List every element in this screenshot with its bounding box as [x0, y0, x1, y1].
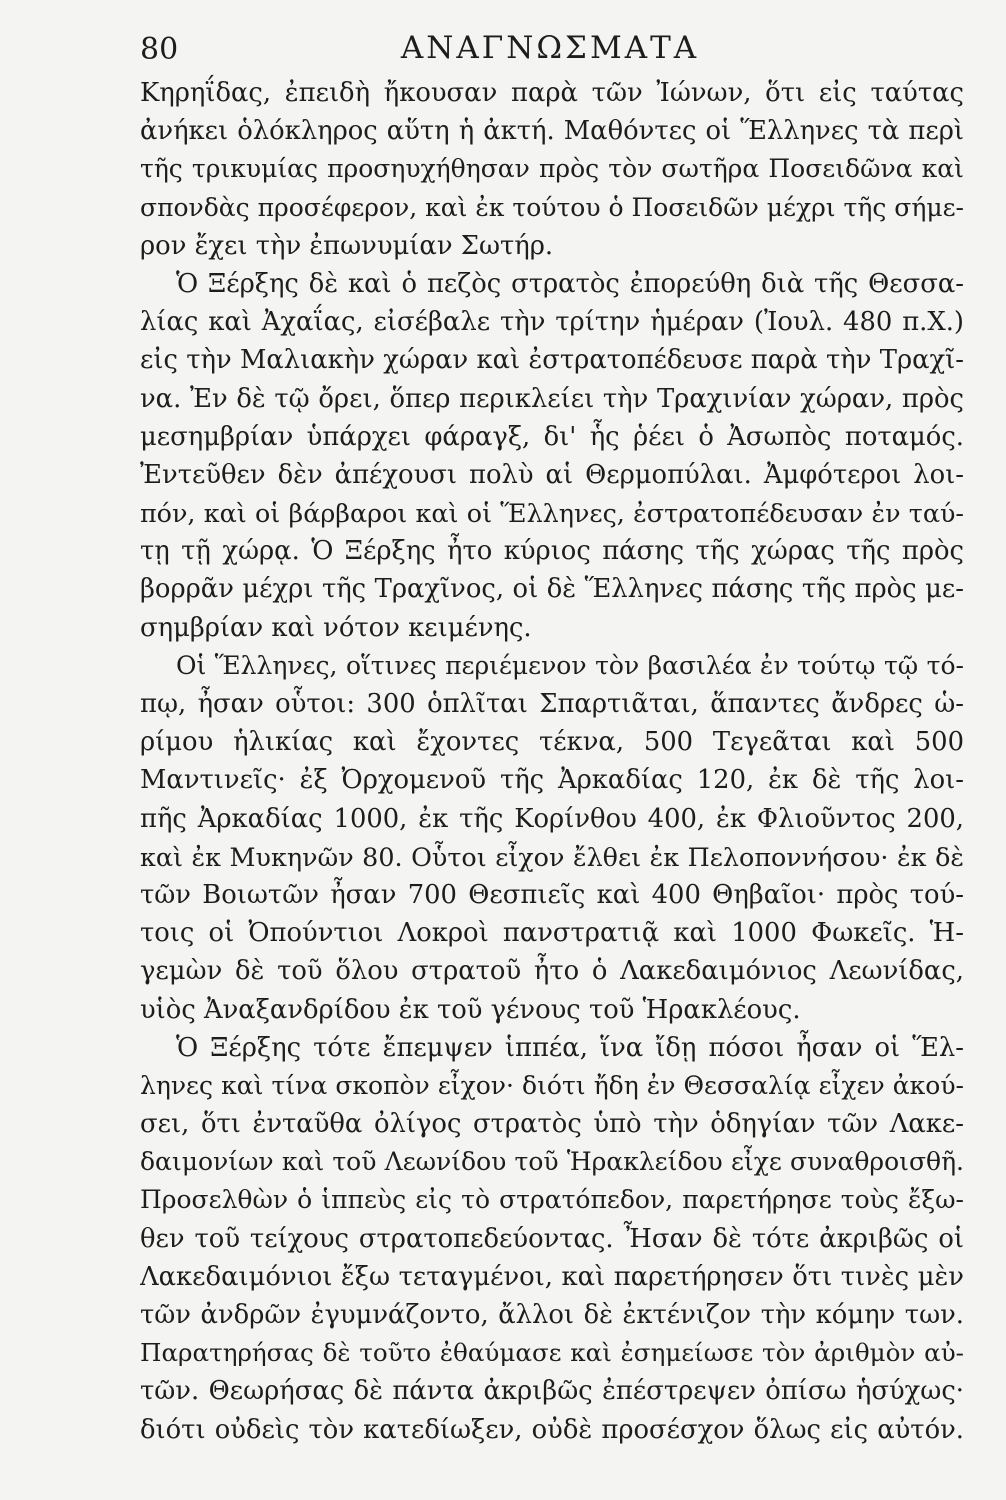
text-line: πῳ, ἦσαν οὗτοι: 300 ὁπλῖται Σπαρτιᾶται, ἅπαντες ἄνδρες ὡ-: [140, 689, 964, 719]
text-line: δαιμονίων καὶ τοῦ Λεωνίδου τοῦ Ἡρακλείδου εἶχε συναθροισθῆ.: [140, 1147, 964, 1177]
text-line: τῆς τρικυμίας προσηυχήθησαν πρὸς τὸν σωτῆρα Ποσειδῶνα καὶ: [140, 154, 964, 184]
body-text: [140, 74, 964, 1449]
text-line: Ὁ Ξέρξης δὲ καὶ ὁ πεζὸς στρατὸς ἐπορεύθη διὰ τῆς Θεσσα-: [176, 268, 964, 299]
text-line: τῶν ἀνδρῶν ἐγυμνάζοντο, ἄλλοι δὲ ἐκτένιζον τὴν κόμην των.: [140, 1300, 964, 1330]
text-line: θεν τοῦ τείχους στρατοπεδεύοντας. Ἦσαν δὲ τότε ἀκριβῶς οἱ: [140, 1223, 964, 1254]
text-line: ρον ἔχει τὴν ἐπωνυμίαν Σωτήρ.: [140, 230, 554, 261]
text-line: Λακεδαιμόνιοι ἔξω τεταγμένοι, καὶ παρετήρησεν ὅτι τινὲς μὲν: [140, 1261, 964, 1292]
text-line: καὶ ἐκ Μυκηνῶν 80. Οὗτοι εἶχον ἔλθει ἐκ Πελοποννήσου· ἐκ δὲ: [140, 841, 964, 872]
text-line: Οἱ Ἕλληνες, οἵτινες περιέμενον τὸν βασιλέα ἐν τούτῳ τῷ τό-: [176, 650, 964, 680]
text-line: τῶν. Θεωρήσας δὲ πάντα ἀκριβῶς ἐπέστρεψεν ὀπίσω ἡσύχως·: [140, 1376, 964, 1407]
text-line: σημβρίαν καὶ νότον κειμένης.: [140, 612, 532, 643]
text-line: πῆς Ἀρκαδίας 1000, ἐκ τῆς Κορίνθου 400, ἐκ Φλιοῦντος 200,: [140, 803, 964, 834]
text-line: ρίμου ἡλικίας καὶ ἔχοντες τέκνα, 500 Τεγεᾶται καὶ 500: [140, 727, 964, 758]
text-line: πόν, καὶ οἱ βάρβαροι καὶ οἱ Ἕλληνες, ἐστρατοπέδευσαν ἐν ταύ-: [140, 498, 964, 529]
text-line: Κηρηΐδας, ἐπειδὴ ἤκουσαν παρὰ τῶν Ἰώνων, ὅτι εἰς ταύτας: [140, 78, 964, 108]
text-line: ληνες καὶ τίνα σκοπὸν εἶχον· διότι ἤδη ἐν Θεσσαλίᾳ εἶχεν ἀκού-: [140, 1070, 964, 1100]
text-line: εἰς τὴν Μαλιακὴν χώραν καὶ ἐστρατοπέδευσε παρὰ τὴν Τραχῖ-: [140, 345, 964, 376]
text-line: Μαντινεῖς· ἐξ Ὀρχομενοῦ τῆς Ἀρκαδίας 120, ἐκ δὲ τῆς λοι-: [140, 765, 964, 796]
page-number: 80: [140, 32, 179, 67]
text-line: λίας καὶ Ἀχαΐας, εἰσέβαλε τὴν τρίτην ἡμέραν (Ἰουλ. 480 π.Χ.): [140, 307, 964, 338]
text-line: ἀνήκει ὁλόκληρος αὕτη ἡ ἀκτή. Μαθόντες οἱ Ἕλληνες τὰ περὶ: [140, 116, 964, 147]
text-line: σει, ὅτι ἐνταῦθα ὀλίγος στρατὸς ὑπὸ τὴν ὁδηγίαν τῶν Λακε-: [140, 1109, 964, 1140]
text-line: τῃ τῇ χώρᾳ. Ὁ Ξέρξης ἦτο κύριος πάσης τῆς χώρας τῆς πρὸς: [140, 536, 964, 567]
text-line: Προσελθὼν ὁ ἱππεὺς εἰς τὸ στρατόπεδον, παρετήρησε τοὺς ἔξω-: [140, 1185, 964, 1215]
text-line: Ὁ Ξέρξης τότε ἔπεμψεν ἱππέα, ἵνα ἴδῃ πόσοι ἦσαν οἱ Ἕλ-: [176, 1032, 964, 1063]
text-line: τοις οἱ Ὀπούντιοι Λοκροὶ πανστρατιᾷ καὶ 1000 Φωκεῖς. Ἡ-: [140, 918, 964, 949]
text-line: Ἐντεῦθεν δὲν ἀπέχουσι πολὺ αἱ Θερμοπύλαι. Ἀμφότεροι λοι-: [140, 459, 964, 490]
text-line: υἱὸς Ἀναξανδρίδου ἐκ τοῦ γένους τοῦ Ἡρακλέους.: [140, 994, 801, 1025]
text-line: να. Ἐν δὲ τῷ ὄρει, ὅπερ περικλείει τὴν Τραχινίαν χώραν, πρὸς: [140, 383, 964, 414]
text-line: μεσημβρίαν ὑπάρχει φάραγξ, δι' ἧς ῥέει ὁ Ἀσωπὸς ποταμός.: [140, 421, 964, 452]
running-title: ΑΝΑΓΝΩΣΜΑΤΑ: [400, 30, 700, 66]
text-line: Παρατηρήσας δὲ τοῦτο ἐθαύμασε καὶ ἐσημείωσε τὸν ἀριθμὸν αὐ-: [140, 1338, 964, 1368]
text-line: τῶν Βοιωτῶν ἦσαν 700 Θεσπιεῖς καὶ 400 Θηβαῖοι· πρὸς τού-: [140, 879, 964, 910]
text-line: σπονδὰς προσέφερον, καὶ ἐκ τούτου ὁ Ποσειδῶν μέχρι τῆς σήμε-: [140, 192, 964, 222]
text-line: γεμὼν δὲ τοῦ ὅλου στρατοῦ ἦτο ὁ Λακεδαιμόνιος Λεωνίδας,: [140, 956, 964, 987]
text-line: βορρᾶν μέχρι τῆς Τραχῖνος, οἱ δὲ Ἕλληνες πάσης τῆς πρὸς με-: [140, 574, 964, 605]
text-line: διότι οὐδεὶς τὸν κατεδίωξεν, οὐδὲ προσέσχον ὅλως εἰς αὐτόν.: [140, 1414, 964, 1445]
